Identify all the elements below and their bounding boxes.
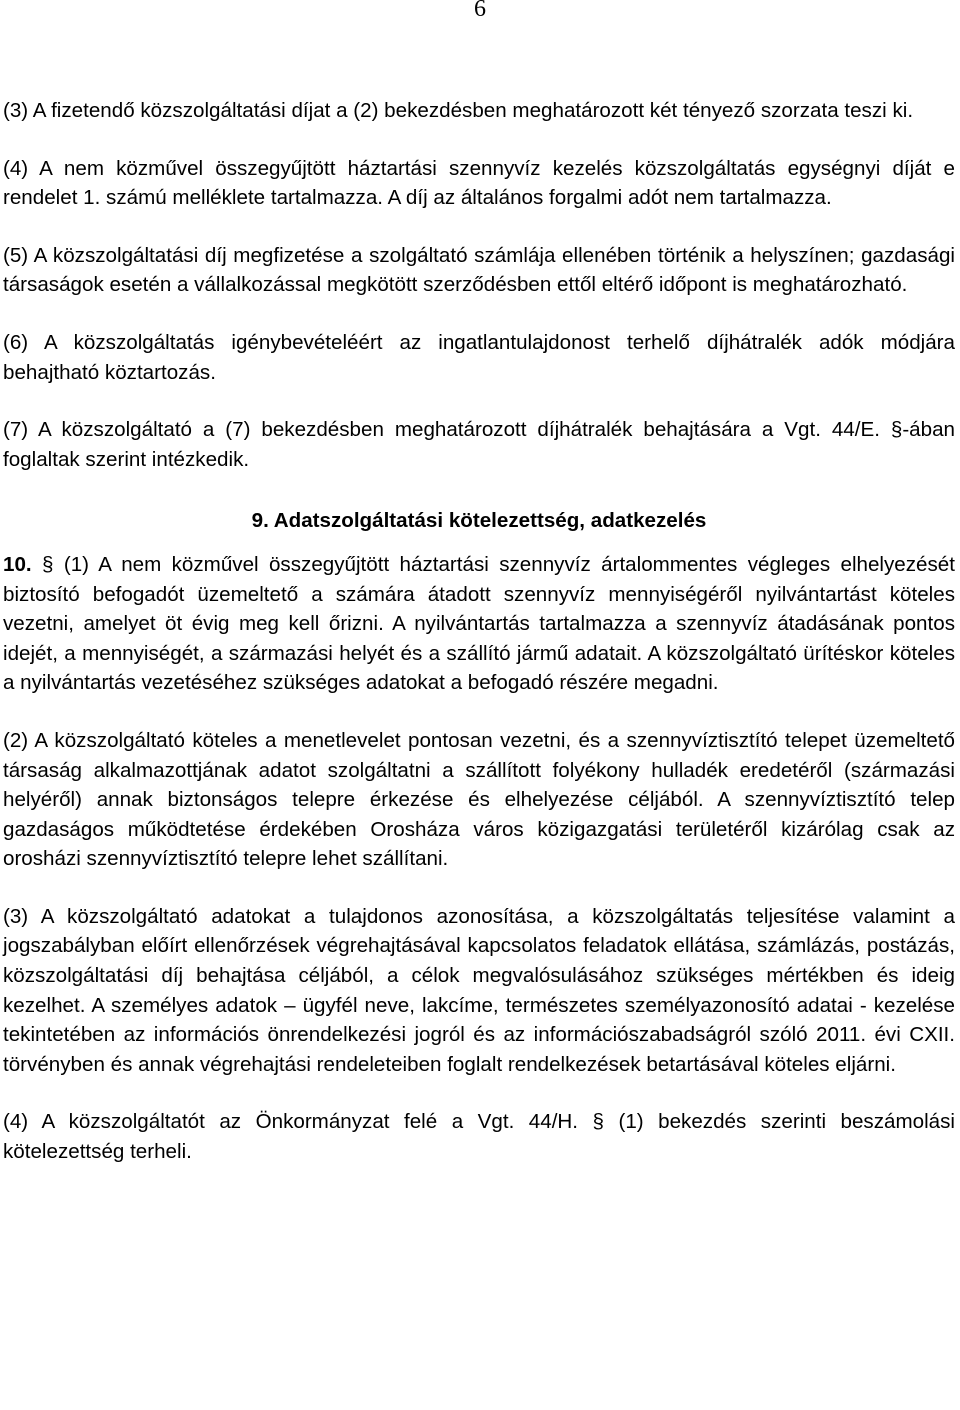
section-10-paragraph-4: (4) A közszolgáltatót az Önkormányzat felé a Vgt. 44/H. § (1) bekezdés szerinti beszámolási kötelezettség terheli. — [3, 1110, 955, 1164]
section-10-paragraph-2: (2) A közszolgáltató köteles a menetlevelet pontosan vezetni, és a szennyvíztisztító telepet üzemeltető társaság alkalmazottjának adatot szolgáltatni a szállított folyékony hulladék eredetéről (származási helyéről) annak biztonságos telepre érkezése és elhelyezése céljából. A szennyvíztisztító telep gazdaságos működtetése érdekében Orosháza város közigazgatási területéről kizárólag csak az orosházi szennyvíztisztító telepre lehet szállítani. — [3, 728, 955, 871]
paragraph-4: (4) A nem közművel összegyűjtött háztartási szennyvíz kezelés közszolgáltatás egységnyi díját e rendelet 1. számú melléklete tartalmazza. A díj az általános forgalmi adót nem tartalmazza. — [3, 156, 955, 210]
document-body — [3, 96, 955, 1195]
section-heading: 9. Adatszolgáltatási kötelezettség, adatkezelés — [251, 509, 707, 533]
paragraph-3: (3) A fizetendő közszolgáltatási díjat a (2) bekezdésben meghatározott két tényező szorzata teszi ki. — [3, 99, 914, 122]
paragraph-7: (7) A közszolgáltató a (7) bekezdésben meghatározott díjhátralék behajtására a Vgt. 44/E. §-ában foglaltak szerint intézkedik. — [3, 418, 955, 471]
section-10-paragraph-3: (3) A közszolgáltató adatokat a tulajdonos azonosítása, a közszolgáltatás teljesítése valamint a jogszabályban előírt ellenőrzések végrehajtásával kapcsolatos feladatok ellátása, számlázás, postázás, közszolgáltatási díj behajtása céljából, a célok megvalósulásához szükséges mértékben és ideig kezelhet. A személyes adatok – ügyfél neve, lakcíme, természetes személyazonosító adatai - kezelése tekintetében az információs önrendelkezési jogról és az információszabadságról szóló 2011. évi CXII. törvényben és annak végrehajtási rendeleteiben foglalt rendelkezések betartásával köteles eljárni. — [3, 904, 955, 1076]
page-number: 6 — [474, 0, 486, 22]
section-number: 10. — [3, 552, 32, 576]
paragraph-5: (5) A közszolgáltatási díj megfizetése a szolgáltató számlája ellenében történik a helyszínen; gazdasági társaságok esetén a vállalkozással megkötött szerződésben ettől eltérő időpont is meghatározható. — [3, 243, 955, 297]
section-10-paragraph-1 — [3, 550, 955, 698]
paragraph-6: (6) A közszolgáltatás igénybevételéért az ingatlantulajdonost terhelő díjhátralék adók módjára behajtható köztartozás. — [3, 330, 955, 384]
section-10-paragraph-1-text: § (1) A nem közművel összegyűjtött háztartási szennyvíz ártalommentes végleges elhelyezését biztosító befogadót üzemeltető a számára átadott szennyvíz mennyiségéről nyilvántartást köteles vezetni, amelyet öt évig meg kell őrizni. A nyilvántartás tartalmazza a szennyvíz átadásának pontos idejét, a mennyiségét, a származási helyét és a szállító jármű adatait. A közszolgáltató ürítéskor köteles a nyilvántartás vezetéséhez szükséges adatokat a befogadó részére megadni. — [3, 552, 955, 695]
